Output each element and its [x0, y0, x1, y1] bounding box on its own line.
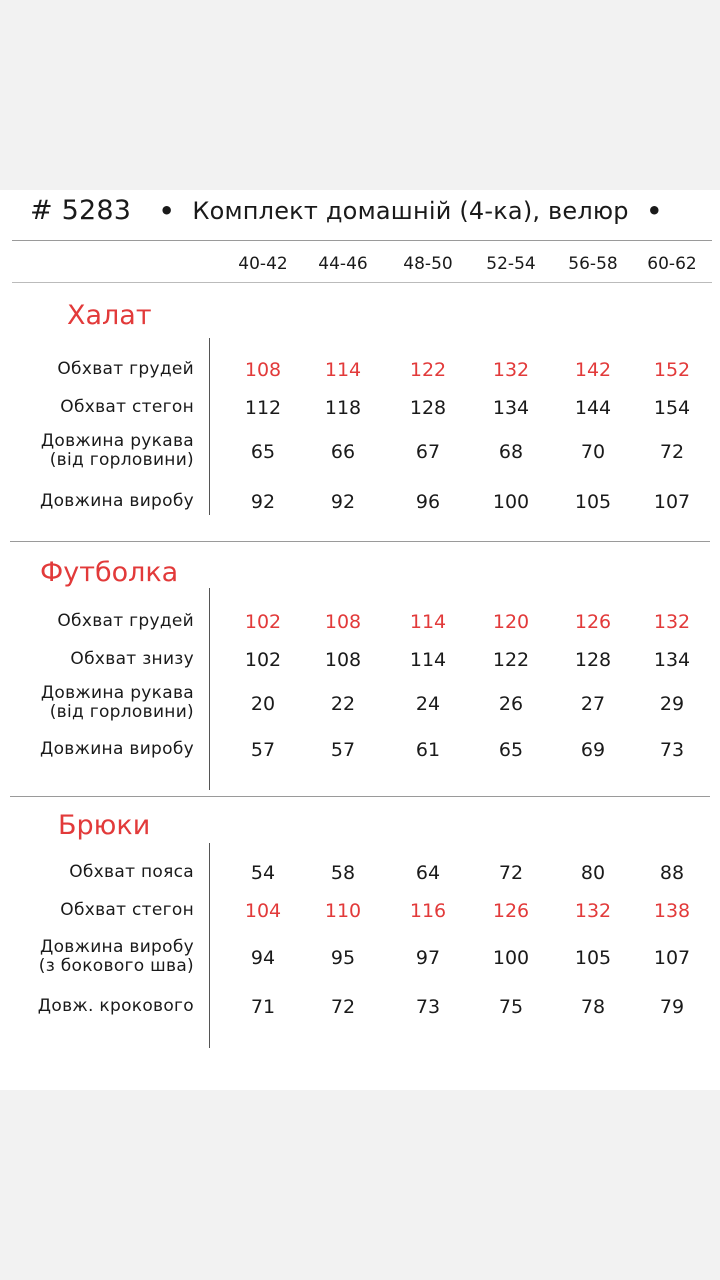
table-cell: 79 [659, 996, 685, 1018]
section-title: Халат [67, 300, 152, 331]
table-cell: 88 [659, 862, 685, 884]
row-label: Довж. крокового [37, 996, 194, 1016]
table-cell: 120 [492, 611, 530, 633]
table-cell: 152 [653, 359, 691, 381]
table-cell: 100 [492, 491, 530, 513]
table-cell: 54 [250, 862, 276, 884]
size-header-52-54: 52-54 [486, 254, 536, 274]
table-cell: 132 [653, 611, 691, 633]
table-cell: 80 [580, 862, 606, 884]
row-label: Обхват стегон [60, 397, 194, 417]
size-header-56-58: 56-58 [568, 254, 618, 274]
table-cell: 116 [409, 900, 447, 922]
table-cell: 118 [324, 397, 362, 419]
table-cell: 95 [330, 947, 356, 969]
table-cell: 68 [498, 441, 524, 463]
table-cell: 64 [415, 862, 441, 884]
label-column-divider [209, 338, 210, 515]
table-cell: 75 [498, 996, 524, 1018]
table-cell: 105 [574, 491, 612, 513]
table-cell: 65 [498, 739, 524, 761]
table-cell: 20 [250, 693, 276, 715]
table-cell: 108 [244, 359, 282, 381]
table-cell: 108 [324, 611, 362, 633]
table-cell: 100 [492, 947, 530, 969]
table-cell: 72 [330, 996, 356, 1018]
table-cell: 128 [574, 649, 612, 671]
table-cell: 71 [250, 996, 276, 1018]
table-cell: 97 [415, 947, 441, 969]
row-label: Обхват стегон [60, 900, 194, 920]
size-header-60-62: 60-62 [647, 254, 697, 274]
table-cell: 29 [659, 693, 685, 715]
label-column-divider [209, 843, 210, 1048]
section-divider [10, 541, 710, 542]
row-label: Довжина рукава (від горловини) [40, 683, 194, 722]
product-name: Комплект домашній (4-ка), велюр [192, 197, 629, 225]
table-cell: 108 [324, 649, 362, 671]
table-cell: 104 [244, 900, 282, 922]
table-cell: 22 [330, 693, 356, 715]
table-cell: 134 [492, 397, 530, 419]
table-cell: 66 [330, 441, 356, 463]
table-cell: 138 [653, 900, 691, 922]
table-cell: 122 [409, 359, 447, 381]
row-label: Довжина виробу [39, 491, 194, 511]
row-label: Обхват пояса [69, 862, 194, 882]
table-cell: 122 [492, 649, 530, 671]
table-cell: 26 [498, 693, 524, 715]
table-cell: 78 [580, 996, 606, 1018]
table-cell: 72 [659, 441, 685, 463]
section-divider [10, 796, 710, 797]
size-header-44-46: 44-46 [318, 254, 368, 274]
table-cell: 57 [250, 739, 276, 761]
table-cell: 132 [574, 900, 612, 922]
table-cell: 126 [492, 900, 530, 922]
table-cell: 58 [330, 862, 356, 884]
row-label: Довжина виробу [39, 739, 194, 759]
table-cell: 154 [653, 397, 691, 419]
table-cell: 92 [330, 491, 356, 513]
table-cell: 61 [415, 739, 441, 761]
table-cell: 142 [574, 359, 612, 381]
table-cell: 73 [659, 739, 685, 761]
table-cell: 112 [244, 397, 282, 419]
section-title: Брюки [58, 810, 151, 841]
table-cell: 107 [653, 491, 691, 513]
table-cell: 24 [415, 693, 441, 715]
title-bullet-right: • [646, 197, 663, 225]
row-label: Довжина рукава (від горловини) [40, 431, 194, 470]
table-cell: 67 [415, 441, 441, 463]
table-cell: 27 [580, 693, 606, 715]
table-cell: 94 [250, 947, 276, 969]
table-cell: 110 [324, 900, 362, 922]
table-cell: 134 [653, 649, 691, 671]
row-label: Довжина виробу (з бокового шва) [38, 937, 194, 976]
table-cell: 73 [415, 996, 441, 1018]
table-cell: 114 [409, 649, 447, 671]
row-label: Обхват грудей [57, 359, 194, 379]
table-cell: 92 [250, 491, 276, 513]
size-header-40-42: 40-42 [238, 254, 288, 274]
table-cell: 132 [492, 359, 530, 381]
header-divider [12, 282, 712, 283]
table-cell: 96 [415, 491, 441, 513]
table-cell: 107 [653, 947, 691, 969]
row-label: Обхват знизу [70, 649, 194, 669]
table-cell: 65 [250, 441, 276, 463]
table-cell: 114 [409, 611, 447, 633]
table-cell: 126 [574, 611, 612, 633]
table-cell: 57 [330, 739, 356, 761]
product-number: # 5283 [30, 195, 132, 226]
table-cell: 144 [574, 397, 612, 419]
table-cell: 102 [244, 649, 282, 671]
table-cell: 102 [244, 611, 282, 633]
label-column-divider [209, 588, 210, 790]
table-cell: 105 [574, 947, 612, 969]
row-label: Обхват грудей [57, 611, 194, 631]
size-header-48-50: 48-50 [403, 254, 453, 274]
table-cell: 114 [324, 359, 362, 381]
section-title: Футболка [40, 557, 179, 588]
table-cell: 69 [580, 739, 606, 761]
table-cell: 128 [409, 397, 447, 419]
page-title [30, 195, 672, 226]
title-bullet-left: • [158, 197, 175, 225]
title-divider [12, 240, 712, 241]
table-cell: 72 [498, 862, 524, 884]
table-cell: 70 [580, 441, 606, 463]
